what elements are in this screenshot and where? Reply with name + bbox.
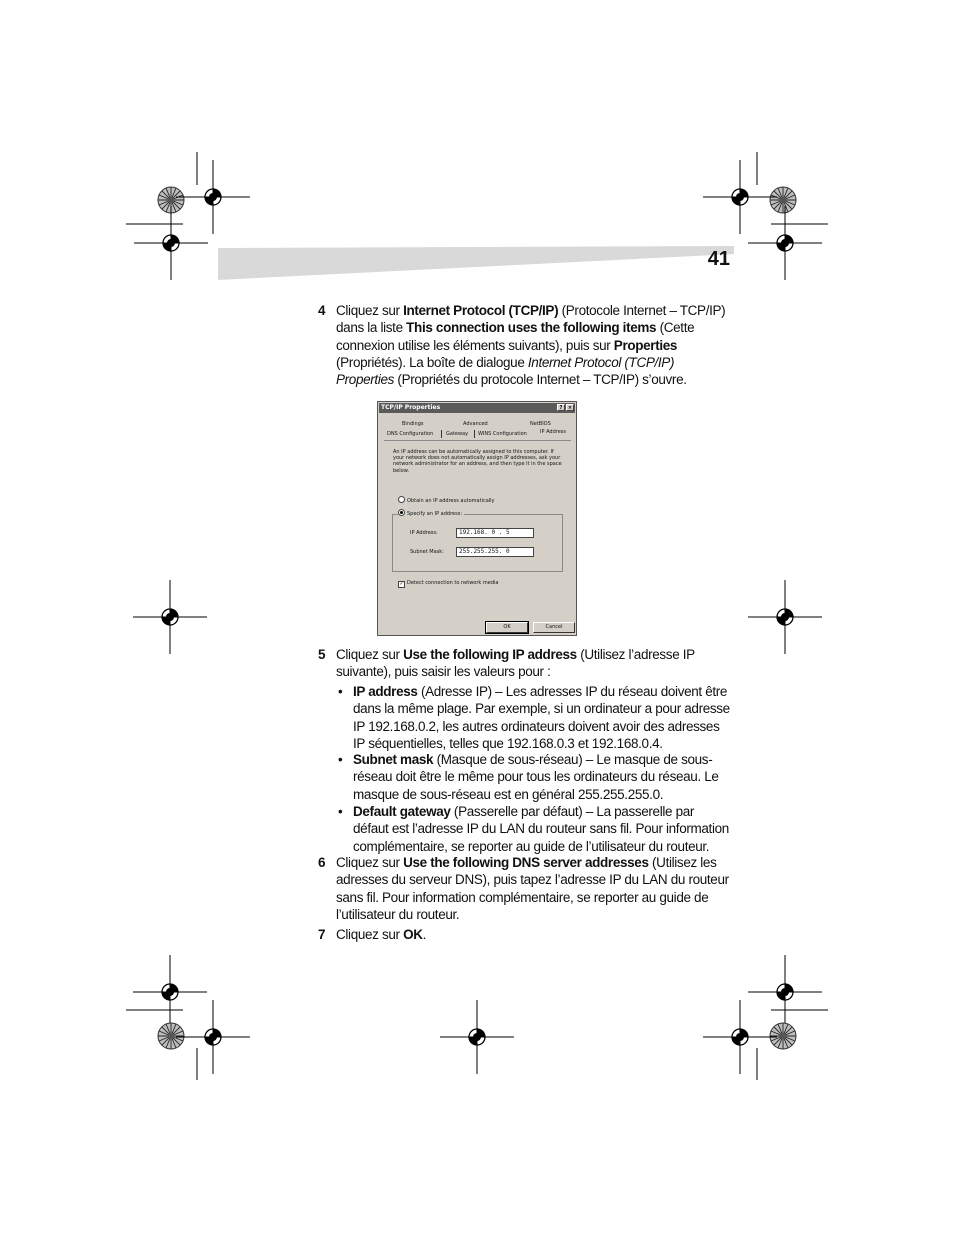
cancel-button[interactable]: Cancel [533, 622, 575, 633]
crosshair-mark-icon [133, 580, 207, 654]
crosshair-mark-icon [133, 955, 207, 1029]
starburst-mark-icon [158, 187, 184, 213]
step-number: 4 [318, 303, 326, 318]
crosshair-mark-icon [703, 1000, 777, 1074]
bold-text: IP address [353, 684, 418, 699]
italic-text: Internet Protocol (TCP/IP) Properties [336, 354, 675, 388]
crosshair-mark-icon [748, 580, 822, 654]
bullet-subnet-mask [336, 751, 732, 803]
text-run: (Utilisez l’adresse IP suivante), puis saisir les valeurs pour : [336, 647, 695, 680]
step-text [336, 646, 732, 681]
bullet-marker: • [338, 684, 343, 699]
radio-label: Specify an IP address: [407, 511, 463, 517]
text-run: (Protocole Internet – TCP/IP) dans la liste [336, 303, 726, 336]
radio-label: Obtain an IP address automatically [407, 498, 495, 504]
page-number: 41 [707, 248, 730, 270]
text-run: Cliquez sur [336, 647, 404, 662]
bullet-marker: • [338, 752, 343, 767]
help-button[interactable]: ? [557, 404, 565, 411]
starburst-mark-icon [770, 1023, 796, 1049]
step-number: 6 [318, 855, 326, 870]
radio-on-icon [398, 509, 405, 516]
crosshair-mark-icon [748, 955, 822, 1029]
step-number: 7 [318, 927, 326, 942]
bullet-text [353, 751, 732, 803]
crosshair-mark-icon [134, 206, 208, 280]
radio-off-icon [398, 496, 405, 503]
step-4 [318, 302, 732, 388]
text-run: Cliquez sur [336, 927, 404, 942]
ok-button[interactable]: OK [486, 622, 528, 633]
ip-group-box [392, 514, 563, 572]
crosshair-mark-icon [440, 1000, 514, 1074]
step-number: 5 [318, 647, 326, 662]
text-run: Cliquez sur [336, 855, 404, 870]
radio-specify-ip[interactable] [398, 509, 464, 517]
step-text [336, 926, 732, 943]
tcpip-properties-dialog [377, 401, 577, 636]
bold-text: This connection uses the following items [406, 320, 657, 336]
bold-text: Use the following DNS server addresses [403, 855, 649, 870]
header-band-shape [218, 246, 738, 282]
tab-separator [474, 430, 475, 438]
bold-text: Use the following IP address [403, 647, 577, 662]
tab-separator [441, 430, 442, 438]
text-run: (Passerelle par défaut) – La passerelle par défaut est l’adresse IP du LAN du routeur sans fil. Pour information complémentaire, se reporter au guide de l’utilisateur du routeur. [353, 804, 729, 854]
text-run: (Utilisez les adresses du serveur DNS), puis tapez l’adresse IP du LAN du routeur sans fil. Pour information complémentaire, se reporter au guide de l’utilisateur du routeur. [336, 855, 729, 922]
step-5 [318, 646, 732, 681]
tab-ip-address[interactable]: IP Address [540, 429, 566, 435]
bold-text: Subnet mask [353, 752, 434, 767]
step-text [336, 302, 732, 388]
tab-bindings[interactable]: Bindings [402, 421, 424, 427]
bullet-text [353, 683, 732, 752]
bold-text: Default gateway [353, 804, 451, 819]
checkbox-label: Detect connection to network media [407, 580, 499, 586]
starburst-mark-icon [158, 1023, 184, 1049]
bold-text: Properties [613, 337, 678, 353]
crosshair-mark-icon [703, 160, 777, 234]
tab-advanced[interactable]: Advanced [463, 421, 488, 427]
crosshair-mark-icon [176, 1000, 250, 1074]
bullet-marker: • [338, 804, 343, 819]
dialog-info-text: An IP address can be automatically assigned to this computer. If your network does not automatically assign IP addresses, ask your network administrator for an address, and then type it in the space below. [393, 449, 562, 474]
text-run: Cliquez sur [336, 303, 404, 318]
bullet-ip-address [336, 683, 732, 752]
text-run: . [422, 927, 427, 942]
step-text [336, 854, 732, 923]
bold-text: OK [403, 927, 423, 942]
tab-wins-configuration[interactable]: WINS Configuration [478, 431, 527, 437]
crosshair-mark-icon [748, 206, 822, 280]
crosshair-mark-icon [176, 160, 250, 234]
subnet-mask-label: Subnet Mask: [410, 549, 444, 555]
bullet-text [353, 803, 732, 855]
text-run: (Adresse IP) – Les adresses IP du réseau doivent être dans la même plage. Par exemple, si un ordinateur a pour adresse IP 192.168.0.2, les autres ordinateurs doivent avoir des adresses IP séquentielles, telles que 192.168.0.3 et 192.168.0.4. [353, 684, 730, 751]
detect-connection-checkbox[interactable] [398, 580, 498, 588]
text-run: (Masque de sous-réseau) – Le masque de sous-réseau doit être le même pour tous les ordinateurs du réseau. Le masque de sous-réseau est en général 255.255.255.0. [353, 752, 719, 802]
text-run: (Cette connexion utilise les éléments suivants), puis sur [336, 320, 695, 353]
dialog-title: TCP/IP Properties [381, 404, 441, 411]
text-run: (Propriétés du protocole Internet – TCP/IP) s’ouvre. [394, 372, 687, 388]
tab-gateway[interactable]: Gateway [446, 431, 469, 437]
tab-divider [384, 440, 571, 441]
radio-obtain-automatically[interactable] [398, 496, 495, 504]
step-7 [318, 926, 732, 943]
close-button[interactable]: × [567, 405, 573, 411]
tab-netbios[interactable]: NetBIOS [530, 421, 551, 427]
dialog-titlebar [379, 403, 575, 413]
tab-dns-configuration[interactable]: DNS Configuration [387, 431, 434, 437]
starburst-mark-icon [770, 187, 796, 213]
bold-text: Internet Protocol (TCP/IP) [403, 303, 559, 318]
ip-address-label: IP Address: [410, 530, 438, 536]
text-run: (Propriétés). La boîte de dialogue [336, 354, 528, 370]
bullet-default-gateway [336, 803, 732, 855]
checkmark-icon: ✓ [399, 581, 404, 587]
subnet-mask-field[interactable]: 255.255.255. 0 [456, 547, 534, 557]
ip-address-field[interactable]: 192.168. 0 . 5 [456, 528, 534, 538]
step-6 [318, 854, 732, 923]
